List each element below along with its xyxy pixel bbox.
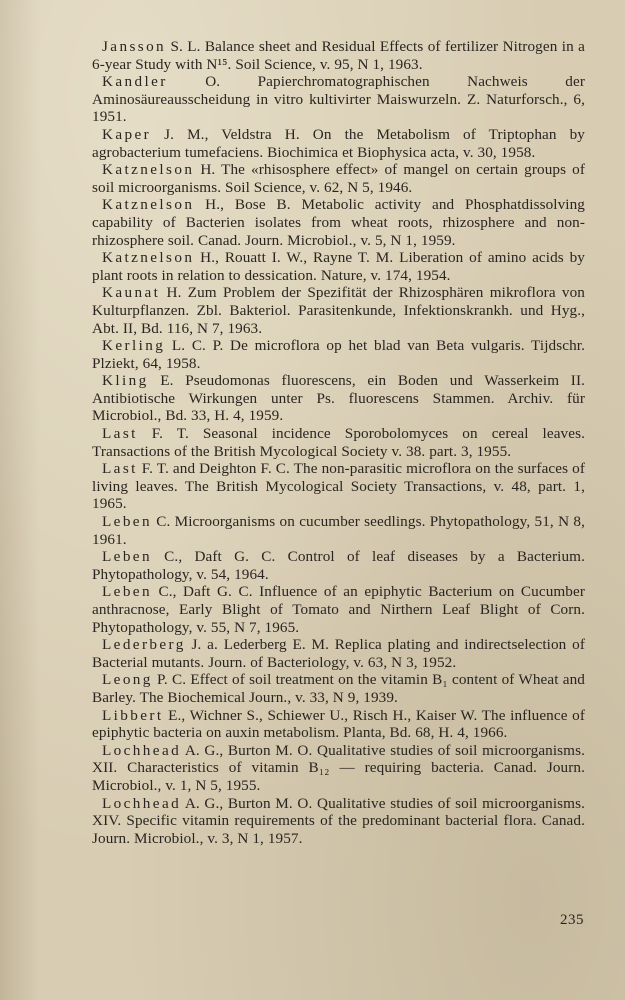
reference-list — [92, 38, 585, 847]
page-number: 235 — [560, 912, 584, 928]
reference-author: Lochhead — [102, 794, 182, 812]
reference-author: Lochhead — [102, 741, 182, 759]
reference-text: J. a. Lederberg E. M. Replica plating and indirectselection of Bacterial mutants. Journ. of Bacteriology, v. 63, N 3, 1952. — [92, 636, 585, 671]
reference-author: Kaunat — [102, 284, 161, 302]
reference-author: Kandler — [102, 73, 168, 91]
reference-text: H., Bose B. Metabolic activity and Phosphatdissolving capability of Bacterien isolates from wheat roots, rhizosphere and non-rhizosphere soil. Canad. Journ. Microbiol., v. 5, N 1, 1959. — [92, 196, 585, 249]
reference-entry — [92, 196, 585, 249]
reference-author: Lederberg — [102, 636, 186, 654]
reference-author: Leben — [102, 548, 152, 566]
reference-author: Katznelson — [102, 161, 195, 179]
reference-entry — [92, 38, 585, 73]
reference-entry — [92, 548, 585, 583]
reference-author: Kerling — [102, 337, 166, 355]
reference-author: Katznelson — [102, 249, 195, 267]
reference-text: A. G., Burton M. O. Qualitative studies of soil microorganisms. XIV. Specific vitamin requirements of the predominant bacterial flora. Canad. Journ. Microbiol., v. 3, N 1, 1957. — [92, 794, 585, 847]
reference-text: S. L. Balance sheet and Residual Effects of fertilizer Nitrogen in a 6-year Study with N¹⁵. Soil Science, v. 95, N 1, 1963. — [92, 38, 585, 73]
reference-text: H. Zum Problem der Spezifität der Rhizosphären mikroflora von Kulturpflanzen. Zbl. Bakteriol. Parasitenkunde, Infektionskrankh. und Hyg., Abt. II, Bd. 116, N 7, 1963. — [92, 284, 585, 337]
reference-entry — [92, 742, 585, 795]
reference-author: Last — [102, 460, 138, 478]
reference-entry — [92, 583, 585, 636]
reference-entry — [92, 249, 585, 284]
reference-entry — [92, 795, 585, 848]
reference-text: F. T. Seasonal incidence Sporobolomyces on cereal leaves. Transactions of the British Mycological Society v. 38. part. 3, 1955. — [92, 425, 585, 460]
reference-entry — [92, 284, 585, 337]
reference-text: O. Papierchromatographischen Nachweis der Aminosäureausscheidung in vitro kultivirter Maiswurzeln. Z. Naturforsch., 6, 1951. — [92, 73, 585, 126]
reference-entry — [92, 126, 585, 161]
reference-entry — [92, 372, 585, 425]
reference-entry — [92, 337, 585, 372]
reference-author: Kling — [102, 372, 149, 390]
reference-author: Jansson — [102, 38, 167, 55]
reference-text: E. Pseudomonas fluorescens, ein Boden und Wasserkeim II. Antibiotische Wirkungen unter Ps. fluorescens Stammen. Archiv. für Microbiol., Bd. 33, H. 4, 1959. — [92, 372, 585, 425]
reference-entry — [92, 513, 585, 548]
reference-text: P. C. Effect of soil treatment on the vitamin B₁ content of Wheat and Barley. The Biochemical Journ., v. 33, N 9, 1939. — [92, 671, 585, 706]
reference-author: Last — [102, 425, 138, 443]
reference-text: C., Daft G. C. Control of leaf diseases by a Bacterium. Phytopathology, v. 54, 1964. — [92, 548, 585, 583]
reference-text: C., Daft G. C. Influence of an epiphytic Bacterium on Cucumber anthracnose, Early Blight of Tomato and Nirthern Leaf Blight of Corn. Phytopathology, v. 55, N 7, 1965. — [92, 583, 585, 636]
reference-text: C. Microorganisms on cucumber seedlings. Phytopathology, 51, N 8, 1961. — [92, 513, 585, 548]
reference-author: Leben — [102, 583, 152, 601]
reference-author: Leong — [102, 671, 153, 689]
reference-entry — [92, 636, 585, 671]
reference-text: H. The «rhisosphere effect» of mangel on certain groups of soil microorganisms. Soil Science, v. 62, N 5, 1946. — [92, 161, 585, 196]
reference-text: E., Wichner S., Schiewer U., Risch H., Kaiser W. The influence of epiphytic bacteria on auxin metabolism. Planta, Bd. 68, H. 4, 1966. — [92, 706, 585, 742]
reference-entry — [92, 73, 585, 126]
reference-text: F. T. and Deighton F. C. The non-parasitic microflora on the surfaces of living leaves. The British Mycological Society Transactions, v. 48, part. 1, 1965. — [92, 460, 585, 513]
reference-entry — [92, 460, 585, 513]
reference-entry — [92, 425, 585, 460]
reference-text: J. M., Veldstra H. On the Metabolism of Triptophan by agrobacterium tumefaciens. Biochimica et Biophysica acta, v. 30, 1958. — [92, 125, 585, 161]
reference-entry — [92, 161, 585, 196]
reference-entry — [92, 671, 585, 706]
reference-author: Katznelson — [102, 196, 195, 214]
reference-entry — [92, 707, 585, 742]
reference-author: Leben — [102, 513, 152, 531]
reference-text: L. C. P. De microflora op het blad van Beta vulgaris. Tijdschr. Plziekt, 64, 1958. — [92, 337, 585, 372]
reference-author: Libbert — [102, 706, 164, 724]
reference-text: H., Rouatt I. W., Rayne T. M. Liberation of amino acids by plant roots in relation to dessication. Nature, v. 174, 1954. — [92, 249, 585, 284]
reference-text: A. G., Burton M. O. Qualitative studies of soil microorganisms. XII. Characteristics of vitamin B₁₂ — requiring bacteria. Canad. Journ. Microbiol., v. 1, N 5, 1955. — [92, 741, 585, 794]
reference-author: Kaper — [102, 125, 152, 143]
